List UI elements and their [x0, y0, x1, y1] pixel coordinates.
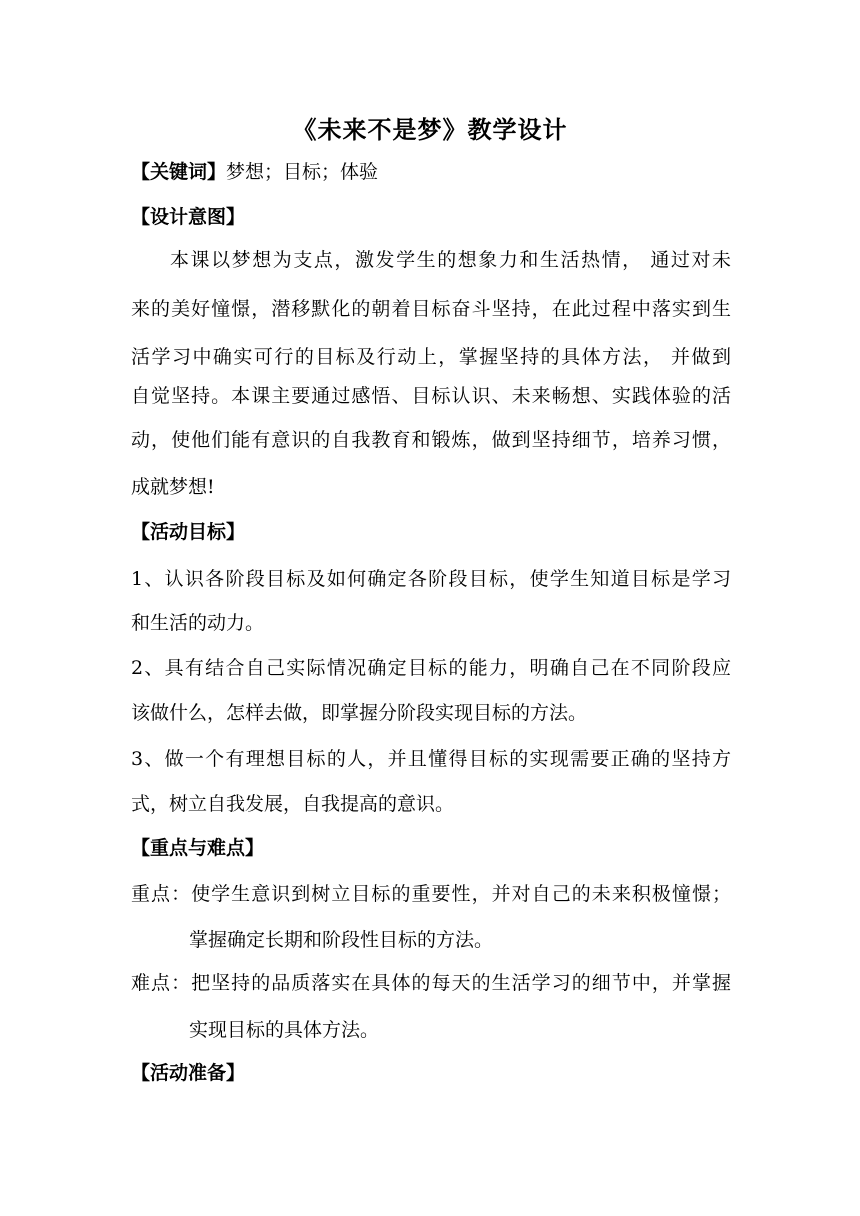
keywords-value: 梦想；目标；体验: [226, 161, 379, 183]
key-point-line: 重点：使学生意识到树立目标的重要性，并对自己的未来积极憧憬；: [131, 883, 731, 905]
objective-line: 和生活的动力。: [131, 612, 265, 634]
objective-line: 2、具有结合自己实际情况确定目标的能力，明确自己在不同阶段应: [131, 657, 731, 679]
design-intent-line: 成就梦想!: [131, 476, 215, 498]
document-title: 《未来不是梦》教学设计: [292, 116, 568, 144]
objective-line: 1、认识各阶段目标及如何确定各阶段目标，使学生知道目标是学习: [131, 568, 731, 590]
design-intent-heading: 【设计意图】: [131, 206, 246, 228]
design-intent-line: 来的美好憧憬，潜移默化的朝着目标奋斗坚持，在此过程中落实到生: [131, 298, 731, 320]
preparation-heading: 【活动准备】: [131, 1062, 246, 1084]
objective-line: 该做什么，怎样去做，即掌握分阶段实现目标的方法。: [131, 702, 588, 724]
key-points-heading: 【重点与难点】: [131, 837, 265, 859]
keywords-label: 【关键词】: [131, 161, 227, 183]
objective-line: 式，树立自我发展，自我提高的意识。: [131, 793, 455, 815]
keywords-line: [131, 157, 731, 187]
design-intent-line: 动，使他们能有意识的自我教育和锻炼，做到坚持细节，培养习惯，: [131, 429, 731, 451]
design-intent-line: 本课以梦想为支点，激发学生的想象力和生活热情， 通过对未: [170, 249, 731, 271]
objectives-heading: 【活动目标】: [131, 521, 246, 543]
design-intent-line: 自觉坚持。本课主要通过感悟、目标认识、未来畅想、实践体验的活: [131, 385, 731, 407]
key-point-line: 难点：把坚持的品质落实在具体的每天的生活学习的细节中，并掌握: [131, 972, 731, 994]
design-intent-line: 活学习中确实可行的目标及行动上，掌握坚持的具体方法， 并做到: [131, 346, 731, 368]
key-point-line: 掌握确定长期和阶段性目标的方法。: [189, 929, 494, 951]
objective-line: 3、做一个有理想目标的人，并且懂得目标的实现需要正确的坚持方: [131, 748, 731, 770]
key-point-line: 实现目标的具体方法。: [189, 1019, 380, 1041]
